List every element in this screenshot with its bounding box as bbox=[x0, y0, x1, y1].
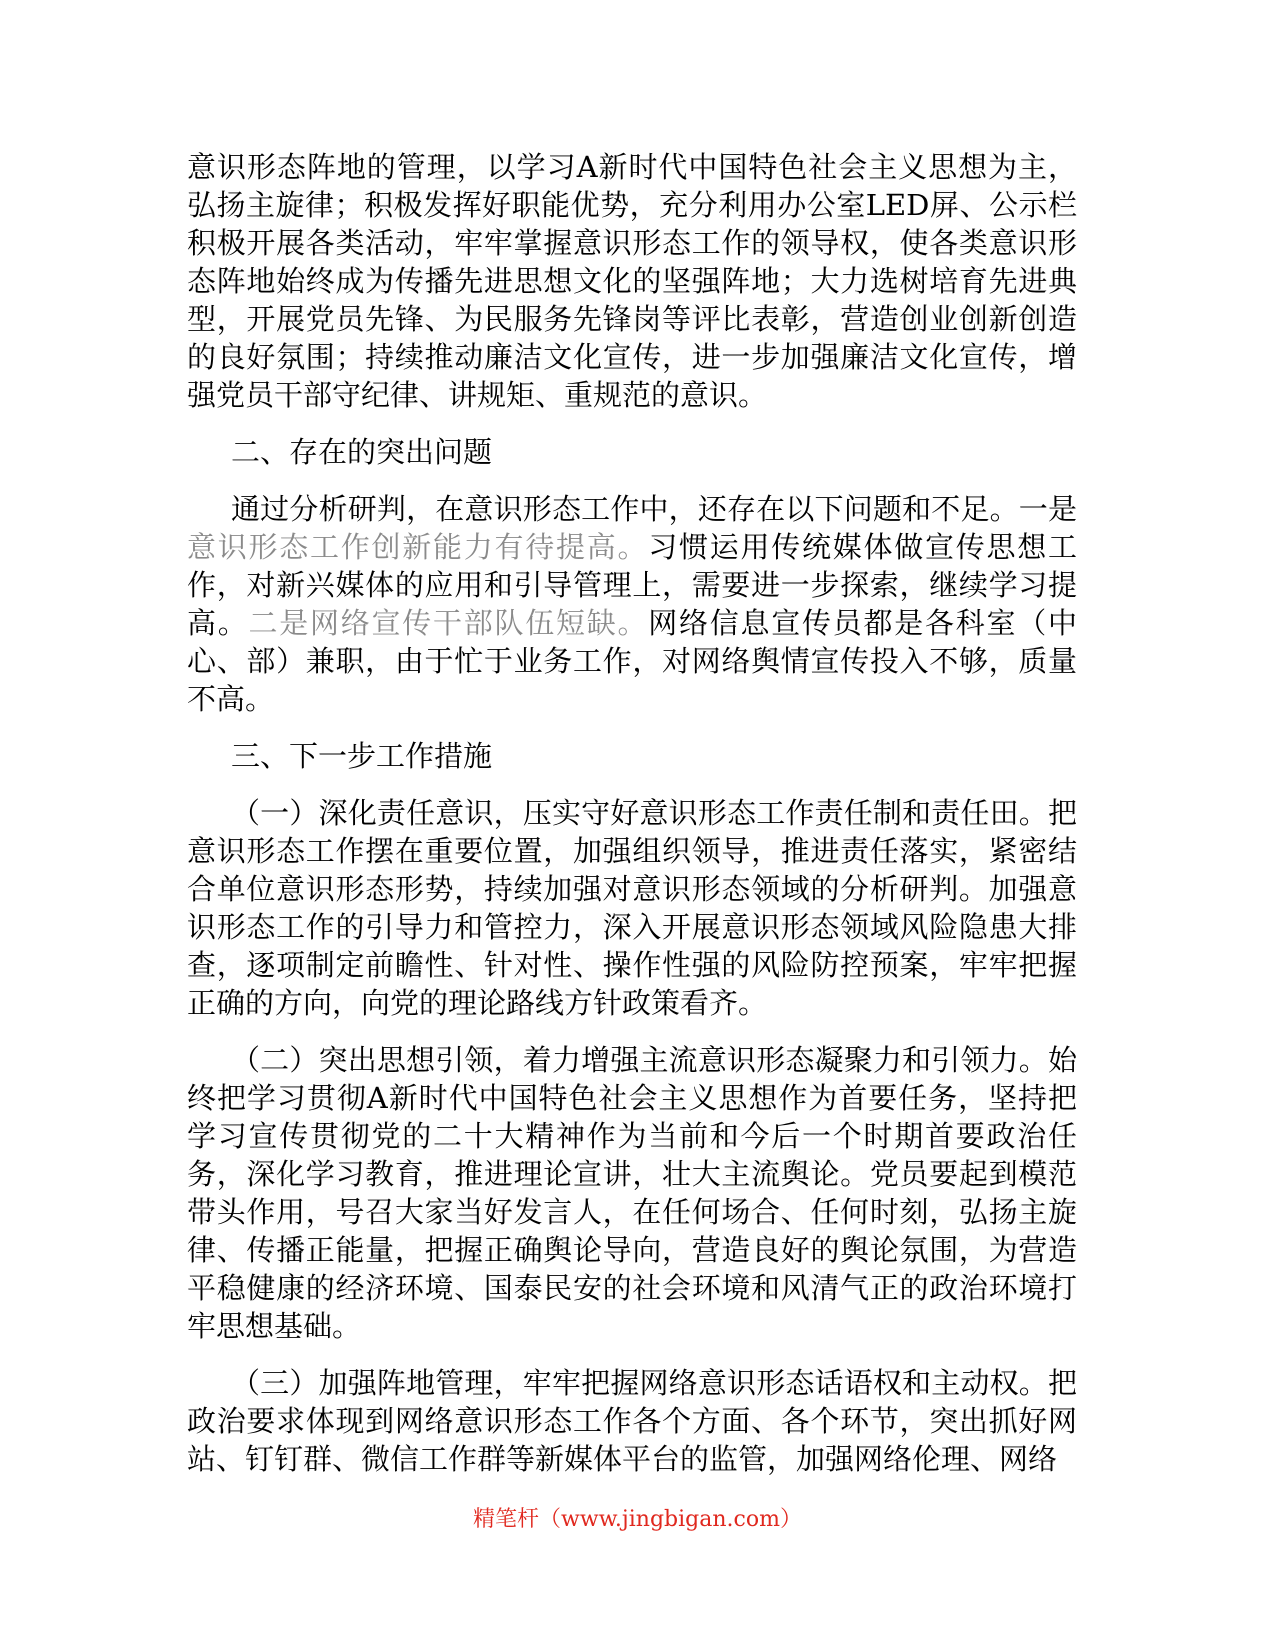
section-heading-2: 二、存在的突出问题 bbox=[231, 435, 493, 469]
measure-one: （一）深化责任意识，压实守好意识形态工作责任制和责任田。把意识形态工作摆在重要位置，加强组织领导，推进责任落实，紧密结合单位意识形态形势，持续加强对意识形态领域的分析研判。加强意识形态工作的引导力和管控力，深入开展意识形态领域风险隐患大排查，逐项制定前瞻性、针对性、操作性强的风险防控预案，牢牢把握正确的方向，向党的理论路线方针政策看齐。 bbox=[187, 796, 1077, 1020]
problem-two-title: 二是网络宣传干部队伍短缺。 bbox=[248, 606, 649, 640]
paragraph-continued: 意识形态阵地的管理，以学习A新时代中国特色社会主义思想为主，弘扬主旋律；积极发挥好职能优势，充分利用办公室LED屏、公示栏积极开展各类活动，牢牢掌握意识形态工作的领导权，使各类意识形态阵地始终成为传播先进思想文化的坚强阵地；大力选树培育先进典型，开展党员先锋、为民服务先锋岗等评比表彰，营造创业创新创造的良好氛围；持续推动廉洁文化宣传，进一步加强廉洁文化宣传，增强党员干部守纪律、讲规矩、重规范的意识。 bbox=[187, 150, 1077, 412]
measure-two: （二）突出思想引领，着力增强主流意识形态凝聚力和引领力。始终把学习贯彻A新时代中国特色社会主义思想作为首要任务，坚持把学习宣传贯彻党的二十大精神作为当前和今后一个时期首要政治任务，深化学习教育，推进理论宣讲，壮大主流舆论。党员要起到模范带头作用，号召大家当好发言人，在任何场合、任何时刻，弘扬主旋律、传播正能量，把握正确舆论导向，营造良好的舆论氛围，为营造平稳健康的经济环境、国泰民安的社会环境和风清气正的政治环境打牢思想基础。 bbox=[187, 1043, 1077, 1343]
problems-intro: 通过分析研判，在意识形态工作中，还存在以下问题和不足。一是 bbox=[231, 492, 1077, 526]
section-heading-3: 三、下一步工作措施 bbox=[231, 739, 493, 773]
problem-one-text: 习惯运用传统媒体做宣传思想工作，对新兴媒体的应用和引导管理上，需要进一步探索，继续学习提高。 bbox=[187, 530, 1077, 640]
document-body bbox=[187, 148, 1077, 1478]
measure-three: （三）加强阵地管理，牢牢把握网络意识形态话语权和主动权。把政治要求体现到网络意识形态工作各个方面、各个环节，突出抓好网站、钉钉群、微信工作群等新媒体平台的监管，加强网络伦理、网络 bbox=[187, 1366, 1077, 1476]
problem-one-title: 意识形态工作创新能力有待提高。 bbox=[187, 530, 649, 564]
watermark-footer: 精笔杆（www.jingbigan.com） bbox=[473, 1507, 802, 1532]
problem-two-text: 网络信息宣传员都是各科室（中心、部）兼职，由于忙于业务工作，对网络舆情宣传投入不够，质量不高。 bbox=[187, 606, 1077, 716]
paragraph-problems bbox=[187, 490, 1077, 718]
